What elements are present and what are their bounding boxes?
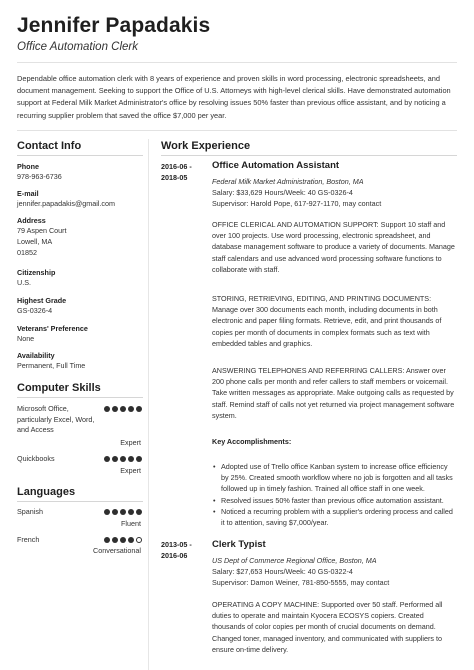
accomplishment-item: • Adopted use of Trello office Kanban system to increase office efficiency by 25%. Created smooth workflow where no job is forgotten and all tasks followed up in timely fashion. Trained all office staff in one week. <box>212 461 457 495</box>
experience-section-title: Work Experience <box>161 140 251 152</box>
address-line3: 01852 <box>17 248 37 257</box>
grade-label: Highest Grade <box>17 296 67 305</box>
column-divider <box>148 139 149 670</box>
address-label: Address <box>17 216 46 225</box>
language-rating <box>104 537 142 543</box>
job-supervisor: Supervisor: Damon Weiner, 781-850-5555, may contact <box>212 578 390 587</box>
job-date-from: 2013-05 - <box>161 540 192 549</box>
job-date-to: 2016-06 <box>161 551 188 560</box>
summary-text: Dependable office automation clerk with 8 years of experience and proven skills in word processing, electronic spreadsheets, and document management. Seeking to support the Office of U.S. Attorneys with high-level clerical skills. Have demonstrated automation support at Federal Milk Market Administrator's office by resolving issues 50% faster than previous office assistant, and by noticing a recurring supplier problem that saved the office $7,000 per year. <box>17 74 451 120</box>
contact-section-title: Contact Info <box>17 140 82 152</box>
job-salary: Salary: $33,629 Hours/Week: 40 GS-0326-4 <box>212 188 353 197</box>
header-divider <box>17 62 457 63</box>
rating-dot <box>136 456 142 462</box>
rating-dot <box>128 537 134 543</box>
rating-dot <box>112 537 118 543</box>
candidate-name: Jennifer Papadakis <box>17 14 211 37</box>
rating-dot <box>112 509 118 515</box>
rating-dot <box>120 537 126 543</box>
accomplishments-label: Key Accomplishments: <box>212 437 292 446</box>
rating-dot <box>128 456 134 462</box>
rating-dot <box>120 456 126 462</box>
skill-rating <box>104 456 142 462</box>
rating-dot <box>136 406 142 412</box>
skills-section-rule <box>17 397 143 398</box>
candidate-title: Office Automation Clerk <box>17 41 139 53</box>
availability-label: Availability <box>17 351 55 360</box>
grade-value: GS-0326-4 <box>17 306 53 315</box>
job-salary: Salary: $27,653 Hours/Week: 40 GS-0322-4 <box>212 567 353 576</box>
job-supervisor: Supervisor: Harold Pope, 617-927-1170, may contact <box>212 199 382 208</box>
job-date-to: 2018-05 <box>161 173 188 182</box>
skill-name: Quickbooks <box>17 454 55 463</box>
rating-dot <box>128 509 134 515</box>
rating-dot <box>104 406 110 412</box>
job-company: US Dept of Commerce Regional Office, Boston, MA <box>212 556 377 565</box>
address-line1: 79 Aspen Court <box>17 226 67 235</box>
summary-divider <box>17 130 457 131</box>
veterans-label: Veterans' Preference <box>17 324 88 333</box>
rating-dot <box>104 537 110 543</box>
email-label: E-mail <box>17 189 39 198</box>
citizenship-value: U.S. <box>17 278 31 287</box>
rating-dot <box>128 406 134 412</box>
job-date-from: 2016-06 - <box>161 162 192 171</box>
job-title: Office Automation Assistant <box>212 160 340 171</box>
skills-section-title: Computer Skills <box>17 382 101 394</box>
accomplishments-list <box>212 461 457 528</box>
phone-value: 978-963-6736 <box>17 172 62 181</box>
skill-level: Expert <box>120 466 141 475</box>
rating-dot <box>104 456 110 462</box>
rating-dot <box>136 509 142 515</box>
job-duty-paragraph: OPERATING A COPY MACHINE: Supported over 50 staff. Performed all duties to operate and maintain Kyocera ECOSYS copiers. Created thousands of color copies per month of crucial documents on demand. Changed toner, managed inventory, and communicated with suppliers to ensure on-time delivery. <box>212 600 443 654</box>
rating-dot <box>120 406 126 412</box>
email-value: jennifer.papadakis@gmail.com <box>17 199 115 208</box>
citizenship-label: Citizenship <box>17 268 56 277</box>
veterans-value: None <box>17 334 35 343</box>
rating-dot <box>120 509 126 515</box>
rating-dot <box>112 406 118 412</box>
languages-section-rule <box>17 501 143 502</box>
language-rating <box>104 509 142 515</box>
job-title: Clerk Typist <box>212 539 266 550</box>
job-duty-paragraph: STORING, RETRIEVING, EDITING, AND PRINTING DOCUMENTS: Manage over 300 documents each month, including documents in both electronic and paper filing formats. Retrieve, edit, and print thousands of copies per month of documents in complex formats such as text with embedded tables and graphics. <box>212 294 442 348</box>
job-duty-paragraph: OFFICE CLERICAL AND AUTOMATION SUPPORT: Support 10 staff and over 100 projects. Use word processing, electronic spreadsheet, and database management software to produce a variety of documents. Manage staff calendars and use advanced word processing software functions to collaborate with staff. <box>212 220 455 274</box>
job-company: Federal Milk Market Administration, Boston, MA <box>212 177 364 186</box>
languages-section-title: Languages <box>17 486 76 498</box>
availability-value: Permanent, Full Time <box>17 361 86 370</box>
experience-section-rule <box>161 155 457 156</box>
phone-label: Phone <box>17 162 39 171</box>
language-level: Fluent <box>121 519 141 528</box>
rating-dot <box>112 456 118 462</box>
skill-name: Microsoft Office, particularly Excel, Word, and Access <box>17 404 95 435</box>
address-line2: Lowell, MA <box>17 237 53 246</box>
rating-dot <box>104 509 110 515</box>
language-name: French <box>17 535 40 544</box>
skill-level: Expert <box>120 438 141 447</box>
skill-rating <box>104 406 142 412</box>
contact-section-rule <box>17 155 143 156</box>
language-name: Spanish <box>17 507 43 516</box>
accomplishment-item: • Noticed a recurring problem with a supplier's ordering process and called it to attention, saving $7,000/year. <box>212 506 457 528</box>
job-duty-paragraph: ANSWERING TELEPHONES AND REFERRING CALLERS: Answer over 200 phone calls per month and refer callers to staff members or voicemail. Take written messages as appropriate. Make outgoing calls as requested by staff. Remind staff of calls not yet returned via project management software system. <box>212 366 455 420</box>
accomplishment-item: • Resolved issues 50% faster than previous office automation assistant. <box>212 495 457 506</box>
language-level: Conversational <box>93 546 141 555</box>
rating-dot-empty <box>136 537 142 543</box>
